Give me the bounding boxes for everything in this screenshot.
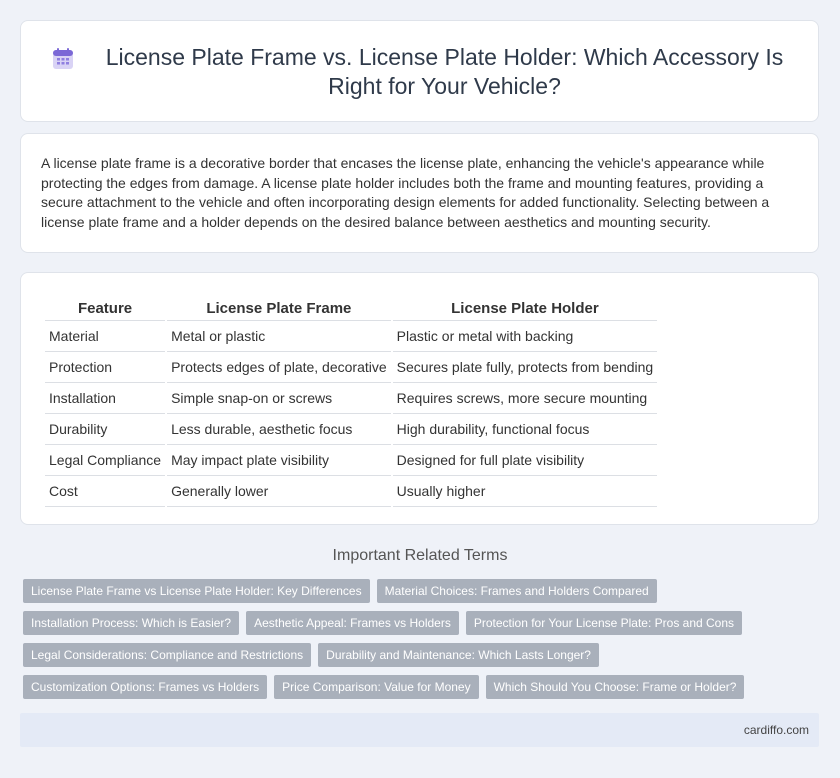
table-cell: Requires screws, more secure mounting	[393, 383, 658, 414]
footer-site-link[interactable]: cardiffo.com	[743, 723, 809, 737]
table-row	[45, 383, 657, 414]
related-term-tag[interactable]: License Plate Frame vs License Plate Holder: Key Differences	[23, 579, 370, 603]
related-term-tag[interactable]: Installation Process: Which is Easier?	[23, 611, 239, 635]
page-title: License Plate Frame vs. License Plate Holder: Which Accessory Is Right for Your Vehicle?	[105, 44, 784, 99]
table-cell: Cost	[45, 476, 165, 507]
related-term-tag[interactable]: Aesthetic Appeal: Frames vs Holders	[246, 611, 459, 635]
related-term-tag[interactable]: Durability and Maintenance: Which Lasts Longer?	[318, 643, 599, 667]
table-row	[45, 414, 657, 445]
calendar-icon	[51, 47, 75, 71]
table-row	[45, 352, 657, 383]
table-header-row	[45, 295, 657, 320]
related-term-tag[interactable]: Legal Considerations: Compliance and Restrictions	[23, 643, 311, 667]
table-cell: High durability, functional focus	[393, 414, 658, 445]
table-cell: Protects edges of plate, decorative	[167, 352, 391, 383]
intro-card	[20, 133, 819, 253]
table-cell: Protection	[45, 352, 165, 383]
table-cell: May impact plate visibility	[167, 445, 391, 476]
header-frame: License Plate Frame	[206, 300, 352, 317]
table-row	[45, 476, 657, 507]
footer	[20, 713, 819, 747]
related-term-tag[interactable]: Customization Options: Frames vs Holders	[23, 675, 267, 699]
intro-paragraph: A license plate frame is a decorative border that encases the license plate, enhancing the vehicle's appearance while protecting the edges from damage. A license plate holder includes both the frame and mounting features, providing a secure attachment to the vehicle and often incorporating design elements for added functionality. Selecting between a license plate frame and a holder depends on the desired balance between aesthetics and mounting security.	[41, 155, 770, 230]
table-cell: Less durable, aesthetic focus	[167, 414, 391, 445]
related-terms-heading: Important Related Terms	[332, 547, 508, 564]
related-term-tag[interactable]: Which Should You Choose: Frame or Holder?	[486, 675, 745, 699]
header-holder: License Plate Holder	[451, 300, 599, 317]
related-term-tag[interactable]: Protection for Your License Plate: Pros and Cons	[466, 611, 742, 635]
table-cell: Legal Compliance	[45, 445, 165, 476]
table-cell: Plastic or metal with backing	[393, 320, 658, 352]
table-cell: Metal or plastic	[167, 320, 391, 352]
table-cell: Material	[45, 320, 165, 352]
related-terms-list	[23, 579, 763, 699]
title-card	[20, 20, 819, 122]
table-cell: Simple snap-on or screws	[167, 383, 391, 414]
related-term-tag[interactable]: Material Choices: Frames and Holders Compared	[377, 579, 657, 603]
table-row	[45, 320, 657, 352]
table-cell: Installation	[45, 383, 165, 414]
table-cell: Durability	[45, 414, 165, 445]
table-cell: Generally lower	[167, 476, 391, 507]
related-term-tag[interactable]: Price Comparison: Value for Money	[274, 675, 479, 699]
table-cell: Usually higher	[393, 476, 658, 507]
comparison-card	[20, 272, 819, 525]
comparison-table	[43, 295, 659, 507]
header-feature: Feature	[77, 300, 133, 317]
table-row	[45, 445, 657, 476]
table-cell: Secures plate fully, protects from bending	[393, 352, 658, 383]
table-cell: Designed for full plate visibility	[393, 445, 658, 476]
